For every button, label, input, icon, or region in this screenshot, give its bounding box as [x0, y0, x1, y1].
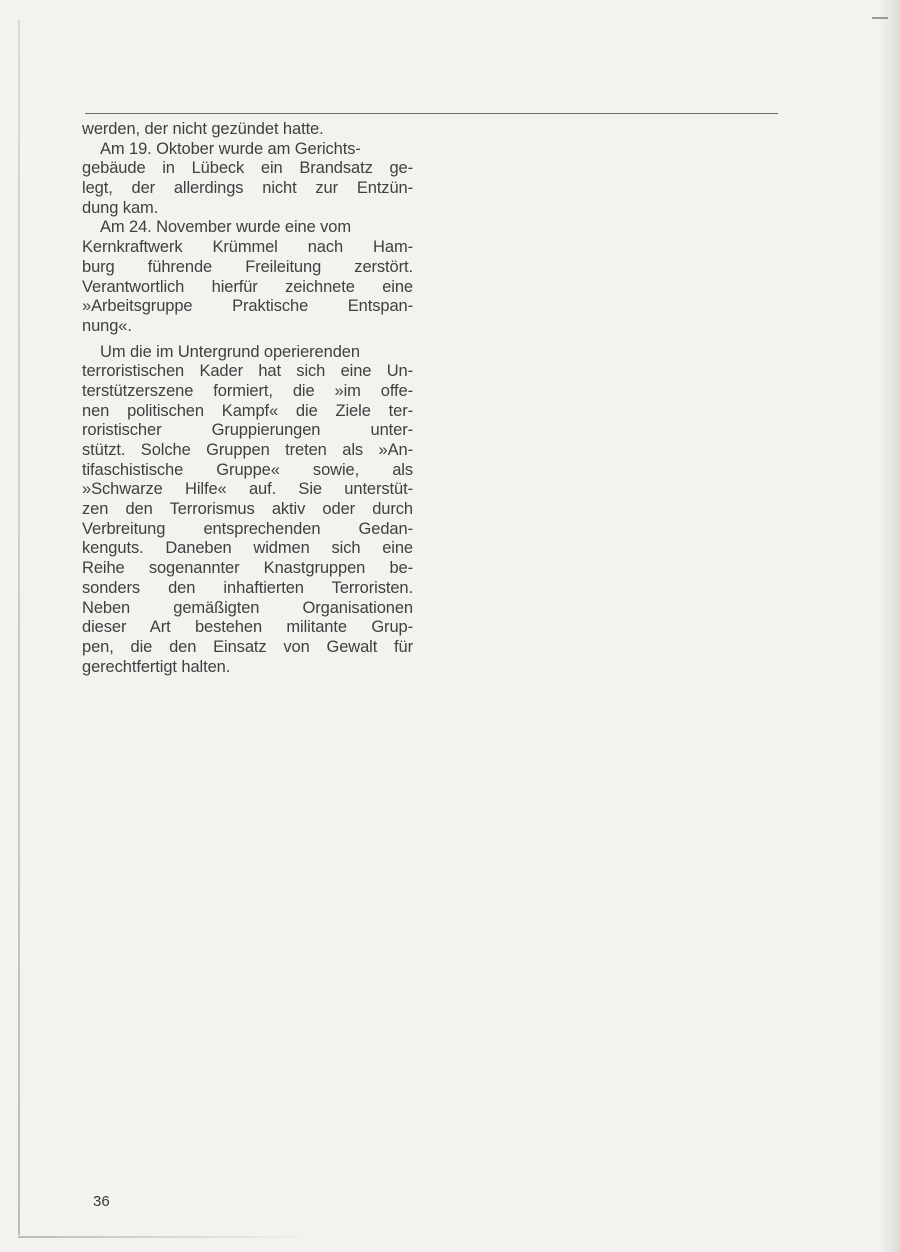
text-line: Am 24. November wurde eine vom [100, 218, 352, 237]
text-line: burg führende Freileitung zerstört. [82, 257, 413, 276]
text-line: nen politischen Kampf« die Ziele ter- [82, 401, 413, 420]
text-line: pen, die den Einsatz von Gewalt für [82, 637, 413, 656]
text-line: dieser Art bestehen militante Grup- [82, 618, 413, 637]
text-line: roristischer Gruppierungen unter- [82, 421, 413, 440]
top-rule [85, 113, 778, 114]
scan-left-edge [18, 20, 20, 1235]
text-line: stützt. Solche Gruppen treten als »An- [82, 441, 413, 459]
paragraph [82, 218, 413, 336]
text-line: gerechtfertigt halten. [82, 657, 231, 676]
text-line: nung«. [82, 316, 132, 335]
text-line: sonders den inhaftierten Terroristen. [82, 578, 413, 597]
text-line: terstützerszene formiert, die »im offe- [82, 381, 413, 400]
text-line: tifaschistische Gruppe« sowie, als [82, 460, 413, 479]
scan-bottom-edge [18, 1236, 318, 1238]
scan-right-shadow [878, 0, 900, 1252]
text-line: Reihe sogenannter Knastgruppen be- [82, 559, 413, 578]
text-line: gebäude in Lübeck ein Brandsatz ge- [82, 159, 413, 178]
text-line: »Schwarze Hilfe« auf. Sie unterstüt- [82, 480, 413, 499]
text-line: kenguts. Daneben widmen sich eine [82, 539, 413, 558]
text-line: Neben gemäßigten Organisationen [82, 598, 413, 617]
text-line: Verbreitung entsprechenden Gedan- [82, 519, 413, 538]
text-line: dung kam. [82, 198, 159, 217]
text-line: Verantwortlich hierfür zeichnete eine [82, 277, 413, 296]
paragraph [82, 140, 413, 219]
paragraph [82, 120, 413, 140]
text-line: Um die im Untergrund operierenden [100, 342, 360, 361]
paragraph [82, 343, 413, 678]
scan-corner-mark [872, 17, 888, 19]
text-line: zen den Terrorismus aktiv oder durch [82, 500, 413, 519]
text-line: werden, der nicht gezündet hatte. [82, 120, 324, 138]
text-column [82, 120, 413, 677]
text-line: »Arbeitsgruppe Praktische Entspan- [82, 297, 413, 316]
page-number: 36 [93, 1193, 110, 1210]
text-line: terroristischen Kader hat sich eine Un- [82, 362, 413, 381]
text-line: Kernkraftwerk Krümmel nach Ham- [82, 238, 413, 257]
text-line: legt, der allerdings nicht zur Entzün- [82, 179, 413, 198]
text-line: Am 19. Oktober wurde am Gerichts- [100, 139, 361, 158]
